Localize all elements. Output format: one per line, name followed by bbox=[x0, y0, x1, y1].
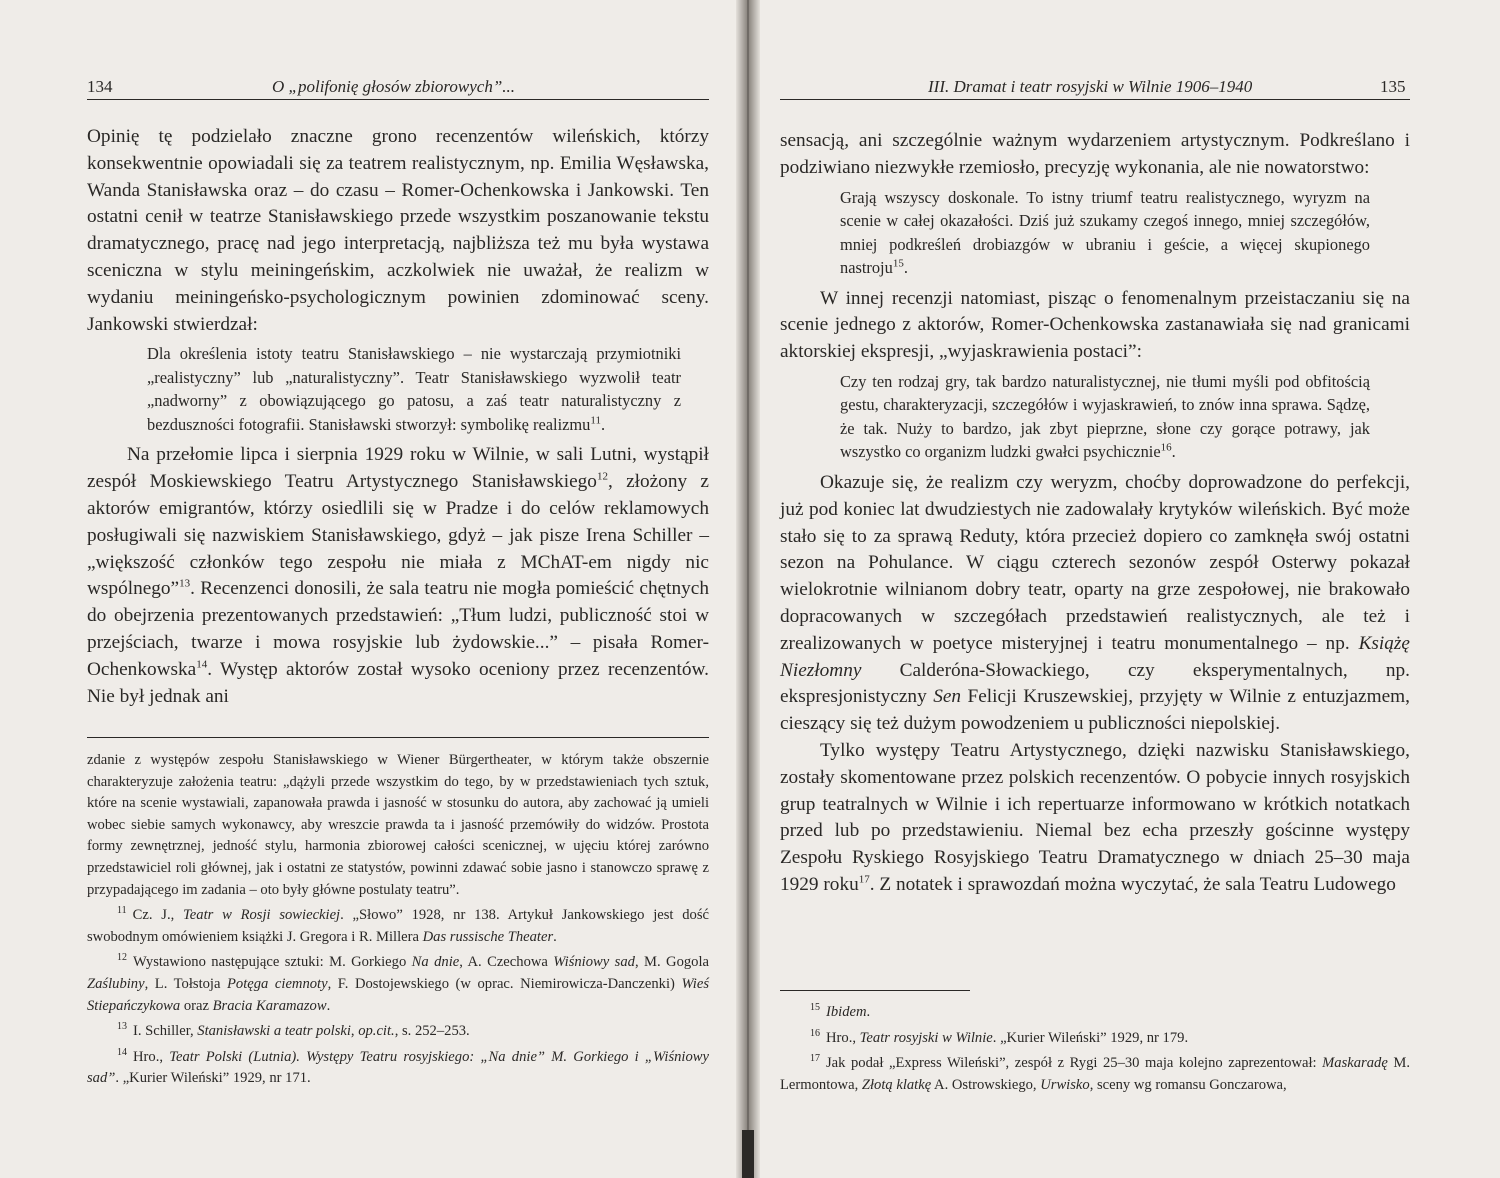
footnote-10-continuation: zdanie z występów zespołu Stanisławskiego w Wiener Bürgertheater, w którym także obszernie charakteryzuje założenia teatru: „dążyli przede wszystkim do tego, by w przedstawieniach tych sztuk, które na scenie wystawiali, zapanowała prawda i jasność w stosunku do autora, aby zachować ją umieli wobec siebie samych wykonawcy, aby wreszcie prawda ta i jasność przemówiły do widzów. Prostota formy zewnętrznej, jedność stylu, harmonia zbiorowej całości scenicznej, w ujęciu której zarówno przedstawiciel roli głównej, jak i ostatni ze statystów, powinni zdawać sobie jasno i stanowczo sprawę z przypadającego im zadania – oto były główne postulaty teatru”. bbox=[87, 752, 709, 898]
right-body bbox=[780, 128, 1410, 899]
left-footnote-rule bbox=[87, 737, 709, 738]
right-paragraph-3: Okazuje się, że realizm czy weryzm, choćby doprowadzone do perfekcji, już pod koniec lat dwudziestych nie zadowalały krytyków wileńskich. Być może stało się to za sprawą Reduty, która przecież dopiero co zamknęła swój ostatni sezon na Pohulance. W ciągu czterech sezonów zespół Osterwy pokazał wielokrotnie wilnianom dobry teatr, oparty na grze zespołowej, nie brakowało dopracowanych w szczegółach przedstawień realistycznych, ale też i zrealizowanych w poetyce misteryjnej i teatru monumentalnego – np. Książę Niezłomny Calderóna-Słowackiego, czy eksperymentalnych, np. ekspresjonistyczny Sen Felicji Kruszewskiej, przyjęty w Wilnie z entuzjazmem, cieszący się też dużym powodzeniem u publiczności niepolskiej. bbox=[780, 471, 1410, 735]
left-page-number: 134 bbox=[87, 77, 113, 96]
footnote-ref-15: 15 bbox=[892, 257, 904, 270]
footnote-ref-13: 13 bbox=[179, 577, 191, 590]
right-page-number: 135 bbox=[1380, 77, 1406, 96]
footnote-ref-11: 11 bbox=[590, 414, 601, 427]
left-paragraph-1: Opinię tę podzielało znaczne grono recenzentów wileńskich, którzy konsekwentnie opowiadali się za teatrem realistycznym, np. Emilia Węsławska, Wanda Stanisławska oraz – do czasu – Romer-Ochenkowska i Jankowski. Ten ostatni cenił w teatrze Stanisławskiego przede wszystkim poszanowanie tekstu dramatycznego, pracę nad jego interpretacją, najbliższa też mu była wystawa sceniczna w stylu meiningeńskim, aczkolwiek nie uważał, że realizm w wydaniu meiningeńsko-psychologicznym powinien zdominować sceny. Jankowski stwierdzał: bbox=[87, 126, 709, 335]
left-page bbox=[0, 0, 748, 1178]
right-header-title: III. Dramat i teatr rosyjski w Wilnie 1906–1940 bbox=[928, 77, 1253, 96]
footnote-12: $^{12}$ Wystawiono następujące sztuki: M. Gorkiego Na dnie, A. Czechowa Wiśniowy sad, M. Gogola Zaślubiny, L. Tołstoja Potęga ciemnoty, F. Dostojewskiego (w oprac. Niemirowicza-Danczenki) Wieś Stiepańczykowa oraz Bracia Karamazow. bbox=[87, 952, 710, 1014]
footnote-17: $^{17}$ Jak podał „Express Wileński”, zespół z Rygi 25–30 maja kolejno zaprezentował: Maskaradę M. Lermontowa, Złotą klatkę A. Ostrowskiego, Urwisko, sceny wg romansu Gonczarowa, bbox=[780, 1053, 1410, 1093]
footnote-16: $^{16}$ Hro., Teatr rosyjski w Wilnie. „Kurier Wileński” 1929, nr 179. bbox=[810, 1027, 1189, 1046]
right-footnotes bbox=[780, 1002, 1410, 1100]
book-spine-shadow bbox=[742, 1130, 754, 1178]
right-paragraph-2: W innej recenzji natomiast, pisząc o fenomenalnym przeistaczaniu się na scenie jednego z aktorów, Romer-Ochenkowska zastanawiała się nad granicami aktorskiej ekspresji, „wyjaskrawienia postaci”: bbox=[780, 287, 1410, 363]
right-block-quote-2: Czy ten rodzaj gry, tak bardzo naturalistycznej, nie tłumi myśli pod obfitością gestu, charakteryzacji, szczegółów i wyjaskrawień, to znów inna sprawa. Sądzę, że tak. Nuży to bardzo, jak zbyt pieprzne, słone czy gorące potrawy, jak wszystko co organizm ludzki gwałci psychicznie$^{16}$. bbox=[840, 371, 1370, 462]
left-block-quote: Dla określenia istoty teatru Stanisławskiego – nie wystarczają przymiotniki „realistyczny” lub „naturalistyczny”. Teatr Stanisławskiego wyzwolił teatr „nadworny” z obowiązującego go patosu, a zaś teatr naturalistyczny z bezduszności fotografii. Stanisławski stworzył: symbolikę realizmu$^{11}$. bbox=[147, 344, 681, 434]
footnote-ref-14: 14 bbox=[196, 658, 208, 671]
right-running-head bbox=[748, 76, 1500, 98]
left-running-head bbox=[0, 76, 748, 98]
right-paragraph-4: Tylko występy Teatru Artystycznego, dzięki nazwisku Stanisławskiego, zostały skomentowane przez polskich recenzentów. O pobycie innych rosyjskich grup teatralnych w Wilnie i ich repertuarze informowano w krótkich notatkach przed lub po przedstawieniu. Niemal bez echa przeszły gościnne występy Zespołu Ryskiego Rosyjskiego Teatru Dramatycznego w dniach 25–30 maja 1929 roku$^{17}$. Z notatek i sprawozdań można wyczytać, że sala Teatru Ludowego bbox=[780, 739, 1410, 895]
left-header-rule bbox=[87, 99, 709, 100]
right-block-quote-1: Grają wszyscy doskonale. To istny triumf teatru realistycznego, wyryzm na scenie w całej okazałości. Dziś już szukamy czegoś innego, mniej szczegółów, mniej podkreśleń drobiazgów w ubraniu i geście, a więcej skupionego nastroju$^{15}$. bbox=[840, 187, 1370, 278]
footnote-ref-12: 12 bbox=[596, 470, 608, 483]
left-footnotes bbox=[87, 750, 709, 1094]
right-footnote-rule bbox=[780, 990, 970, 991]
footnote-ref-16: 16 bbox=[1160, 442, 1172, 455]
footnote-11: $^{11}$ Cz. J., Teatr w Rosji sowieckiej. „Słowo” 1928, nr 138. Artykuł Jankowskiego jest dość swobodnym omówieniem książki J. Gregora i R. Millera Das russische Theater. bbox=[87, 905, 709, 945]
right-page bbox=[748, 0, 1500, 1178]
footnote-15: $^{15}$ Ibidem. bbox=[810, 1002, 871, 1020]
footnote-ref-17: 17 bbox=[858, 873, 870, 886]
left-paragraph-2: Na przełomie lipca i sierpnia 1929 roku w Wilnie, w sali Lutni, wystąpił zespół Moskiewskiego Teatru Artystycznego Stanisławskiego$^{12}$, złożony z aktorów emigrantów, którzy osiedlili się w Pradze i do celów reklamowych posługiwali się nazwiskiem Stanisławskiego, gdyż – jak pisze Irena Schiller – „większość członków tego zespołu nie miała z MChAT-em nigdy nic wspólnego”$^{13}$. Recenzenci donosili, że sala teatru nie mogła pomieścić chętnych do obejrzenia prezentowanych przedstawień: „Tłum ludzi, publiczność stoi w przejściach, twarze i mowa rosyjskie lub żydowskie...” – pisała Romer-Ochenkowska$^{14}$. Występ aktorów został wysoko oceniony przez recenzentów. Nie był jednak ani bbox=[87, 444, 709, 707]
right-paragraph-1: sensacją, ani szczególnie ważnym wydarzeniem artystycznym. Podkreślano i podziwiano niezwykłe rzemiosło, precyzję wykonania, ale nie nowatorstwo: bbox=[780, 130, 1410, 178]
left-header-title: O „polifonię głosów zbiorowych”... bbox=[272, 77, 516, 96]
left-body bbox=[87, 124, 709, 710]
right-header-rule bbox=[780, 99, 1410, 100]
book-gutter bbox=[736, 0, 760, 1178]
footnote-13: $^{13}$ I. Schiller, Stanisławski a teatr polski, op.cit., s. 252–253. bbox=[117, 1021, 470, 1040]
footnote-14: $^{14}$ Hro., Teatr Polski (Lutnia). Występy Teatru rosyjskiego: „Na dnie” M. Gorkiego i „Wiśniowy sad”. „Kurier Wileński” 1929, nr 171. bbox=[87, 1046, 709, 1087]
